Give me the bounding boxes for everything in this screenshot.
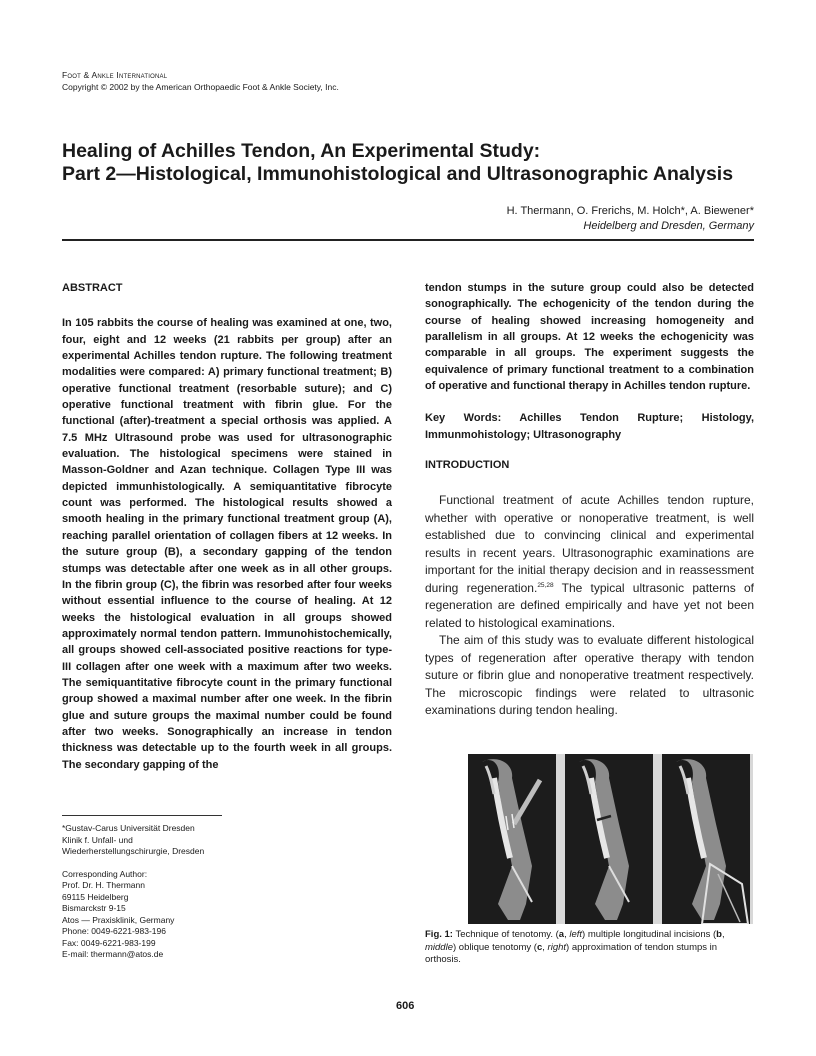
abstract-text-part1: In 105 rabbits the course of healing was examined at one, two, four, eight and 12 weeks (21 rabbits per group) after an experimental Achilles tendon rupture. The following treatment modalities were compared: A) primary functional treatment; B) operative functional treatment (resorbable suture); and C) operative functional treatment with fibrin glue. For the functional (after)-treatment a special orthosis was applied. A 7.5 MHz Ultrasound probe was used for ultrasonographic evaluation. The histological specimens were stained in Masson-Goldner and Azan technique. Collagen Type III was depicted immunhistologically. A semiquantitative fibrocyte count was performed. The histological results showed a smooth healing in the primary functional treatment group (A), reaching parallel orientation of collagen fibers at 12 weeks. In the suture group (B), a secondary gapping of the tendon stumps was detectable after one week as in all other groups. In the fibrin group (C), the fibrin was resorbed after four weeks without essential influence to the course of healing. At 12 weeks the histological evaluation in all groups showed approximately normal tendon pattern. Immunohistochemically, all groups showed cell-associated positive reactions for type-III collagen after one week with a maximum after two weeks. The semiquantitative fibrocyte count in the primary functional group showed a maximal number after one week. In the fibrin glue and suture groups the maximal number could be found after two weeks. Sonographically an increase in tendon thickness was detectable up to the fourth week in all groups. The secondary gapping of the xyxy=(62,317,392,771)
figure-panel-c xyxy=(662,754,750,924)
caption-right: right xyxy=(547,941,567,953)
footnote-affil-2: Klinik f. Unfall- und xyxy=(62,834,133,845)
figure-panel-a xyxy=(468,754,556,924)
intro-p1-text-a: Functional treatment of acute Achilles tendon rupture, whether with operative or nonoperative treatment, is well established due to convincing clinical and experimental results in recent years. Ultrasonographic examinations are important for the initial therapy decision and in reassessment during regeneration. xyxy=(425,493,754,595)
corresponding-clinic: Atos — Praxisklinik, Germany xyxy=(62,914,175,925)
author-block xyxy=(507,204,754,234)
copyright-line: Copyright © 2002 by the American Orthopaedic Foot & Ankle Society, Inc. xyxy=(62,82,339,92)
page-number: 606 xyxy=(396,1000,415,1012)
footnotes xyxy=(62,823,322,961)
footnote-affil-3: Wiederherstellungschirurgie, Dresden xyxy=(62,846,205,856)
corresponding-email: E-mail: thermann@atos.de xyxy=(62,949,164,959)
corresponding-name: Prof. Dr. H. Thermann xyxy=(62,880,145,890)
caption-panel-a: a xyxy=(558,929,565,940)
figure-1-image xyxy=(468,754,753,924)
caption-text-d: ) approximation of tendon stumps in orthosis. xyxy=(425,941,718,965)
introduction-body xyxy=(425,492,754,720)
introduction-heading: INTRODUCTION xyxy=(425,459,510,472)
corresponding-street: Bismarckstr 9-15 xyxy=(62,903,126,913)
author-affiliation: Heidelberg and Dresden, Germany xyxy=(583,220,754,232)
right-column xyxy=(425,280,754,720)
caption-text-c: ) oblique tenotomy ( xyxy=(453,941,537,953)
caption-panel-c: c xyxy=(536,941,543,953)
footnote-affil-1: *Gustav-Carus Universität Dresden xyxy=(62,823,195,833)
intro-p1-text-b: The typical ultrasonic patterns of regeneration are defined empirically and have yet not been related to histological examinations. xyxy=(425,580,754,630)
author-names: H. Thermann, O. Frerichs, M. Holch*, A. Biewener* xyxy=(506,205,754,217)
abstract-heading: ABSTRACT xyxy=(62,282,123,294)
figure-panel-b xyxy=(565,754,653,924)
journal-name: Foot & Ankle International xyxy=(62,70,168,80)
corresponding-city: 69115 Heidelberg xyxy=(62,891,129,902)
corresponding-fax: Fax: 0049-6221-983-199 xyxy=(62,937,156,948)
abstract-text-part2: tendon stumps in the suture group could also be detected sonographically. The echogenicity of the tendon during the course of healing showed increasing homogeneity and parallelism in all groups. At 12 weeks the echogenicity was comparable in all groups. The experiment suggests the equivalence of primary functional treatment to a combination of operative and functional therapy in Achilles tendon rupture. xyxy=(425,282,754,393)
keywords: Key Words: Achilles Tendon Rupture; Histology, Immunmohistology; Ultrasonography xyxy=(425,412,754,441)
caption-left: left xyxy=(569,929,583,940)
caption-text-b: ) multiple longitudinal incisions ( xyxy=(582,929,717,940)
figure-label: Fig. 1: xyxy=(425,929,453,940)
intro-paragraph-2: The aim of this study was to evaluate different histological types of regeneration after operative therapy with tendon suture or fibrin glue and nonoperative treatment respectively. The microscopic findings were related to ultrasonic examinations during tendon healing. xyxy=(425,633,754,718)
caption-middle: middle xyxy=(425,941,453,953)
left-column xyxy=(62,280,392,773)
citation-ref: 25,28 xyxy=(537,581,554,589)
corresponding-label: Corresponding Author: xyxy=(62,868,148,879)
footnote-divider xyxy=(62,815,222,816)
title-line-2: Part 2—Histological, Immunohistological and Ultrasonographic Analysis xyxy=(62,163,734,185)
caption-text-a: Technique of tenotomy. ( xyxy=(452,929,559,940)
corresponding-phone: Phone: 0049-6221-983-196 xyxy=(62,926,166,936)
title-divider xyxy=(62,239,754,241)
intro-paragraph-1 xyxy=(425,492,754,632)
title-line-1: Healing of Achilles Tendon, An Experimental Study: xyxy=(62,140,541,162)
article-title xyxy=(62,140,762,186)
running-header xyxy=(62,69,339,93)
figure-1-caption: Fig. 1: Technique of tenotomy. (a, left) multiple longitudinal incisions (b, middle) oblique tenotomy (c, right) approximation of tendon stumps in orthosis. xyxy=(425,929,725,965)
caption-panel-b: b xyxy=(716,929,722,940)
